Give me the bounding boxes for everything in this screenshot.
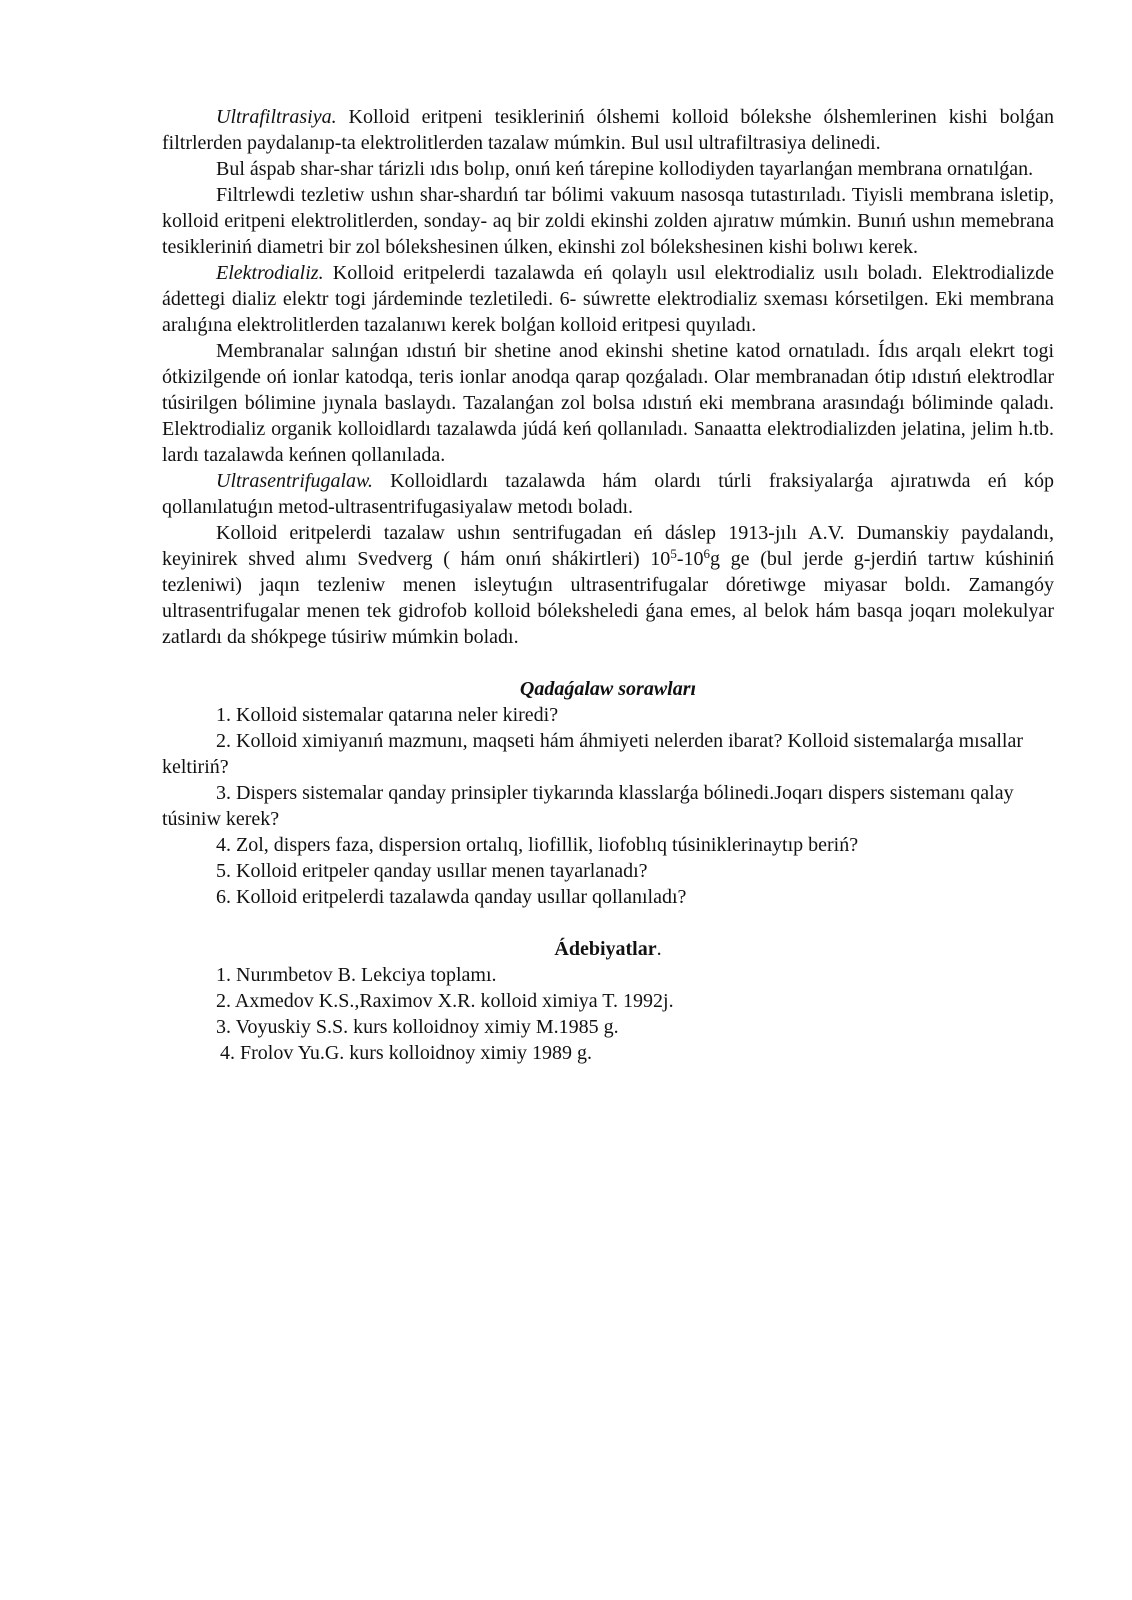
- reference-item: 2. Axmedov K.S.,Raximov X.R. kolloid ximiya T. 1992j.: [216, 990, 674, 1012]
- exponent: 6: [703, 546, 710, 561]
- paragraph-electrodialysis: [162, 260, 1054, 338]
- exponent: 5: [670, 546, 677, 561]
- paragraph-filtering: Filtrlewdi tezletiw ushın shar-shardıń tar bólimi vakuum nasosqa tutastırıladı. Tiyisli membrana isletip, kolloid eritpeni elektrolitlerden, sonday- aq bir zoldi ekinshi zolden ajıratıw múmkin. Bunıń ushın memebrana tesikleriniń diametri bir zol bólekshesinen úlken, ekinshi zol bólekshesinen kishi bolıwı kerek.: [162, 184, 1054, 258]
- question-item: 3. Dispers sistemalar qanday prinsipler tiykarında klasslarǵa bólinedi.Joqarı dispers sistemanı qalay túsiniw kerek?: [162, 782, 1014, 830]
- paragraph-text: Kolloid eritpelerdi tazalaw ushın sentrifugadan eń dáslep 1913-jılı A.V. Dumanskiy paydalandı, keyinirek shved alımı Svedverg ( hám onıń shákirtleri) 10: [162, 522, 1054, 570]
- paragraph-text: g ge (bul jerde g-jerdiń tartıw kúshiniń tezleniwi) jaqın tezleniw menen isleytuǵın ultrasentrifugalar dóretiwge miyasar boldı. Zamangóy ultrasentrifugalar menen tek gidrofob kolloid bóleksheledi ǵana emes, al belok hám basqa joqarı molekulyar zatlardı da shókpege túsiriw múmkin boladı.: [162, 548, 1054, 648]
- questions-heading: Qadaǵalaw sorawları: [519, 678, 697, 700]
- references-heading-period: .: [656, 938, 662, 960]
- paragraph-membranes: Membranalar salınǵan ıdıstıń bir shetine anod ekinshi shetine katod ornatıladı. Ídıs arqalı elekrt togi ótkizilgende oń ionlar katodqa, teris ionlar anodqa qarap qozǵaladı. Olar membranadan ótip ıdıstıń elektrodlar túsirilgen bólimine jıynala baslaydı. Tazalanǵan zol bolsa ıdıstıń eki membrana arasındaǵı bóliminde qaladı. Elektrodializ organik kolloidlardı tazalawda júdá keń qollanıladı. Sanaatta elektrodializden jelatina, jelim h.tb. lardı tazalawda keńnen qollanılada.: [162, 340, 1054, 466]
- term-electrodialysis: Elektrodializ.: [216, 262, 324, 284]
- references-heading: [162, 936, 1054, 962]
- paragraph-text: Kolloid eritpelerdi tazalawda eń qolaylı usıl elektrodializ usılı boladı. Elektrodializde ádettegi dializ elektr togi járdeminde tezletiledi. 6- súwrette elektrodializ sxeması kórsetilgen. Eki membrana aralıǵına elektrolitlerden tazalanıwı kerek bolǵan kolloid eritpesi quyıladı.: [162, 262, 1054, 336]
- question-item: 2. Kolloid ximiyanıń mazmunı, maqseti hám áhmiyeti nelerden ibarat? Kolloid sistemalarǵa mısallar keltiriń?: [162, 730, 1024, 778]
- paragraph-ultrafiltration: [162, 104, 1054, 156]
- references-list: [162, 962, 1054, 1066]
- question-item: 5. Kolloid eritpeler qanday usıllar menen tayarlanadı?: [216, 860, 648, 882]
- reference-item: 3. Voyuskiy S.S. kurs kolloidnoy ximiy M.1985 g.: [216, 1016, 619, 1038]
- paragraph-text: Kolloidlardı tazalawda hám olardı túrli fraksiyalarǵa ajıratıwda eń kóp qollanılatuǵın metod-ultrasentrifugasiyalaw metodı boladı.: [162, 470, 1054, 518]
- question-item: 1. Kolloid sistemalar qatarına neler kiredi?: [216, 704, 559, 726]
- paragraph-ultracentrifugation: [162, 468, 1054, 520]
- paragraph-text: -10: [676, 548, 704, 570]
- question-item: 4. Zol, dispers faza, dispersion ortalıq, liofillik, liofoblıq túsiniklerinaytıp beriń?: [216, 834, 859, 856]
- term-ultracentrifugation: Ultrasentrifugalaw.: [216, 470, 373, 492]
- reference-item: 4. Frolov Yu.G. kurs kolloidnoy ximiy 1989 g.: [220, 1042, 593, 1064]
- paragraph-centrifuge-history: [162, 520, 1054, 650]
- paragraph-apparatus: Bul áspab shar-shar tárizli ıdıs bolıp, onıń keń tárepine kollodiyden tayarlanǵan membrana ornatılǵan.: [216, 158, 1034, 180]
- paragraph-text: Kolloid eritpeni tesikleriniń ólshemi kolloid bólekshe ólshemlerinen kishi bolǵan filtrlerden paydalanıp-ta elektrolitlerden tazalaw múmkin. Bul usıl ultrafiltrasiya delinedi.: [162, 106, 1054, 154]
- questions-list: [162, 702, 1054, 910]
- references-heading-text: Ádebiyatlar: [554, 938, 657, 960]
- question-item: 6. Kolloid eritpelerdi tazalawda qanday usıllar qollanıladı?: [216, 886, 687, 908]
- term-ultrafiltration: Ultrafiltrasiya.: [216, 106, 337, 128]
- reference-item: 1. Nurımbetov B. Lekciya toplamı.: [216, 964, 497, 986]
